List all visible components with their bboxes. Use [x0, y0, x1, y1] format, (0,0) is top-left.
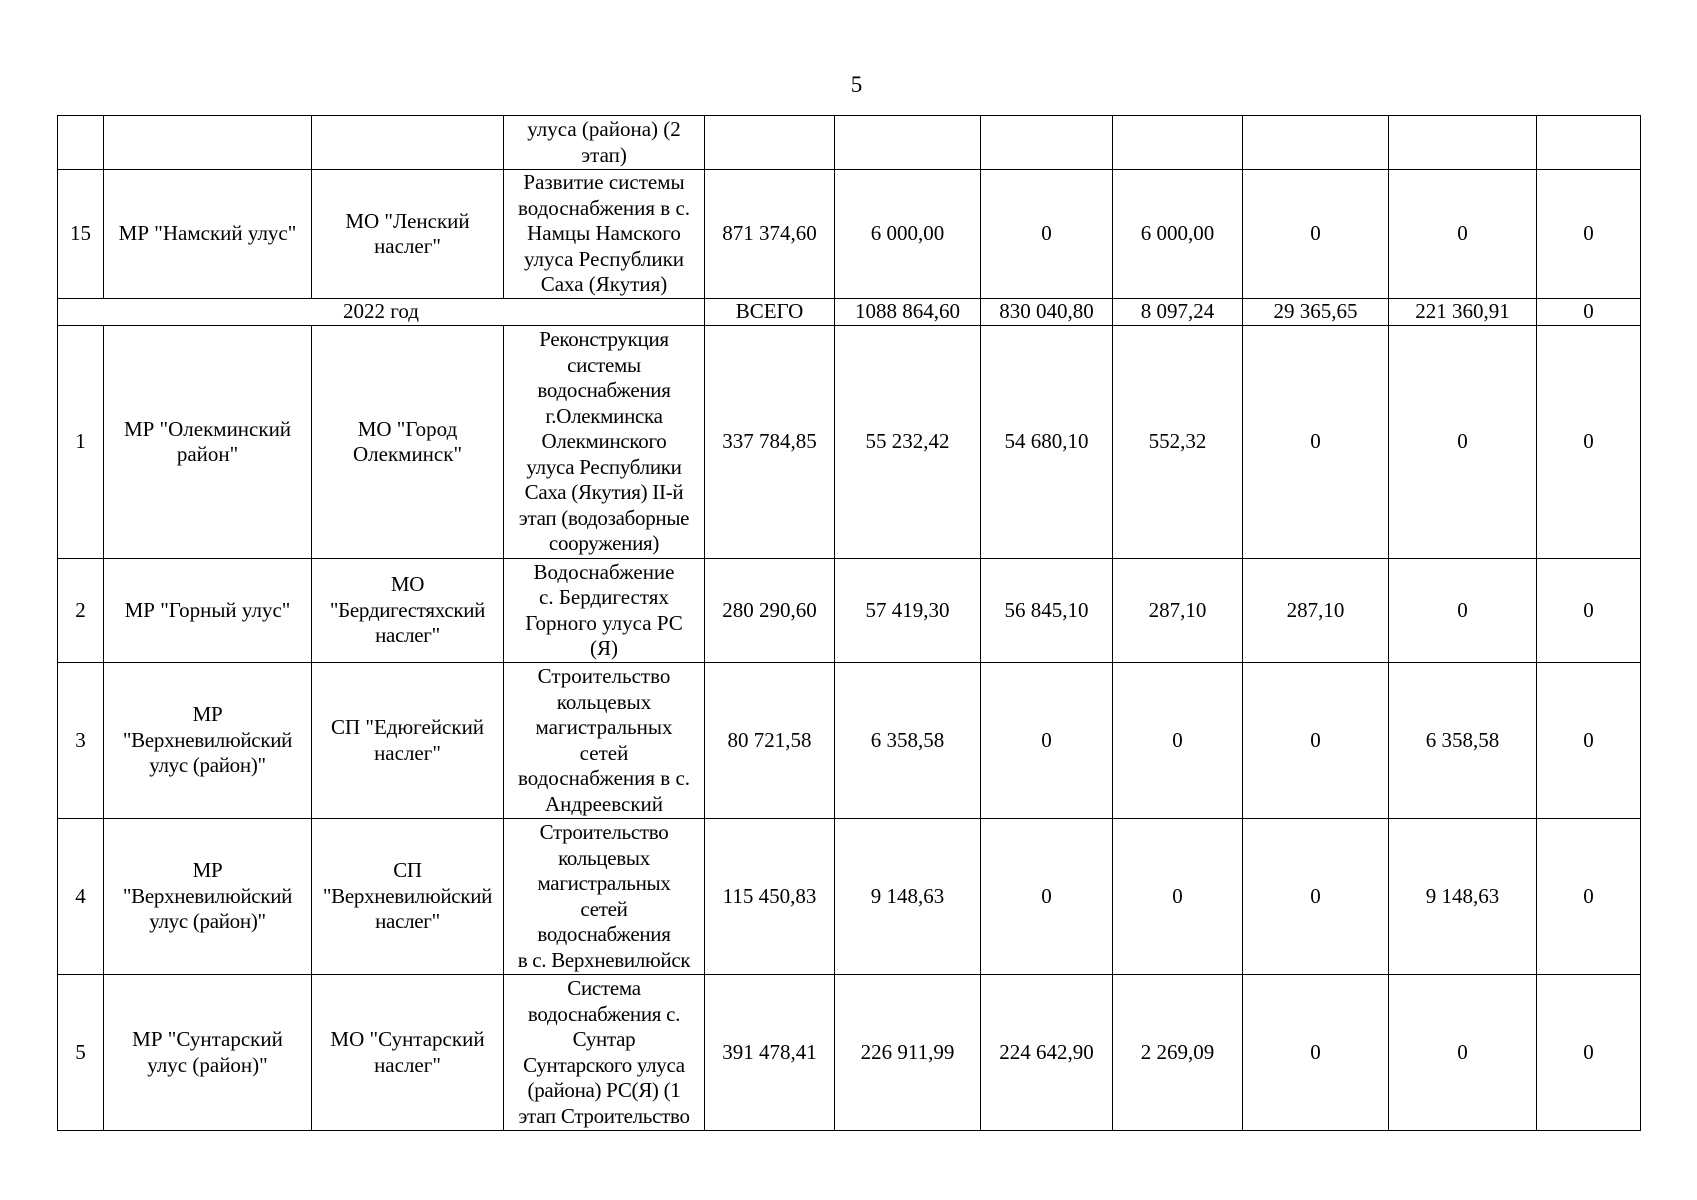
cell-district: [104, 116, 312, 170]
cell-municipality: МО "Бердигестяхский наслег": [312, 559, 504, 663]
cell-value: 0: [1243, 975, 1389, 1131]
cell-total-cost: 280 290,60: [705, 559, 835, 663]
cell-municipality: СП "Верхневилюйский наслег": [312, 819, 504, 975]
cell-value: 57 419,30: [835, 559, 981, 663]
cell-value: 0: [1243, 326, 1389, 559]
cell-number: 4: [58, 819, 104, 975]
cell-total-cost: [705, 116, 835, 170]
cell-project: Развитие системы водоснабжения в с. Намцы Намского улуса Республики Саха (Якутия): [504, 170, 705, 299]
cell-value: [835, 116, 981, 170]
cell-value: 0: [1537, 326, 1641, 559]
cell-value: 830 040,80: [981, 299, 1113, 326]
cell-district: МР "Верхневилюйский улус (район)": [104, 819, 312, 975]
cell-district: МР "Олекминский район": [104, 326, 312, 559]
table-row: [58, 116, 1641, 170]
table-row: [58, 975, 1641, 1131]
financing-table: [57, 115, 1641, 1131]
table-row: [58, 326, 1641, 559]
cell-value: [1389, 116, 1537, 170]
cell-value: [1243, 116, 1389, 170]
cell-total-cost: 115 450,83: [705, 819, 835, 975]
cell-total-cost: 80 721,58: [705, 663, 835, 819]
cell-value: 0: [1243, 170, 1389, 299]
cell-project: Строительство кольцевых магистральных сетей водоснабжения в с. Андреевский: [504, 663, 705, 819]
cell-number: 5: [58, 975, 104, 1131]
cell-value: 0: [1389, 326, 1537, 559]
cell-value: 224 642,90: [981, 975, 1113, 1131]
cell-value: 55 232,42: [835, 326, 981, 559]
cell-total-cost: 391 478,41: [705, 975, 835, 1131]
cell-value: [1537, 116, 1641, 170]
cell-municipality: [312, 116, 504, 170]
cell-total-cost: 871 374,60: [705, 170, 835, 299]
cell-value: [981, 116, 1113, 170]
cell-value: 0: [1243, 663, 1389, 819]
cell-municipality: МО "Ленский наслег": [312, 170, 504, 299]
cell-value: 221 360,91: [1389, 299, 1537, 326]
cell-district: МР "Сунтарский улус (район)": [104, 975, 312, 1131]
cell-district: МР "Горный улус": [104, 559, 312, 663]
cell-project: Реконструкция системы водоснабжения г.Олекминска Олекминского улуса Республики Саха (Якутия) II-й этап (водозаборные сооружения): [504, 326, 705, 559]
cell-value: 6 000,00: [835, 170, 981, 299]
cell-value: 0: [1537, 299, 1641, 326]
cell-value: [1113, 116, 1243, 170]
year-label: 2022 год: [58, 299, 705, 326]
year-total-row: [58, 299, 1641, 326]
cell-number: 3: [58, 663, 104, 819]
cell-value: 0: [1389, 975, 1537, 1131]
cell-value: 0: [981, 663, 1113, 819]
cell-number: [58, 116, 104, 170]
cell-total-cost: 337 784,85: [705, 326, 835, 559]
table-row: [58, 559, 1641, 663]
cell-value: 54 680,10: [981, 326, 1113, 559]
table-row: [58, 819, 1641, 975]
cell-project: улуса (района) (2 этап): [504, 116, 705, 170]
cell-value: 6 358,58: [1389, 663, 1537, 819]
cell-value: 6 358,58: [835, 663, 981, 819]
cell-project: Строительство кольцевых магистральных сетей водоснабжения в с. Верхневилюйск: [504, 819, 705, 975]
cell-value: 6 000,00: [1113, 170, 1243, 299]
cell-value: 0: [1389, 559, 1537, 663]
cell-value: 2 269,09: [1113, 975, 1243, 1131]
cell-value: 0: [1537, 975, 1641, 1131]
page-number: 5: [850, 72, 863, 97]
cell-value: 287,10: [1113, 559, 1243, 663]
cell-value: 0: [1389, 170, 1537, 299]
cell-value: 0: [1113, 663, 1243, 819]
table-row: [58, 663, 1641, 819]
cell-project: Водоснабжение с. Бердигестях Горного улуса РС (Я): [504, 559, 705, 663]
cell-value: 552,32: [1113, 326, 1243, 559]
cell-value: 287,10: [1243, 559, 1389, 663]
cell-value: 29 365,65: [1243, 299, 1389, 326]
cell-value: 0: [1537, 170, 1641, 299]
cell-value: 0: [981, 170, 1113, 299]
cell-value: 0: [1537, 663, 1641, 819]
cell-value: 56 845,10: [981, 559, 1113, 663]
cell-value: 9 148,63: [835, 819, 981, 975]
cell-total-label: ВСЕГО: [705, 299, 835, 326]
cell-municipality: МО "Город Олекминск": [312, 326, 504, 559]
cell-value: 0: [981, 819, 1113, 975]
cell-value: 0: [1537, 559, 1641, 663]
cell-number: 15: [58, 170, 104, 299]
cell-value: 226 911,99: [835, 975, 981, 1131]
cell-municipality: СП "Едюгейский наслег": [312, 663, 504, 819]
cell-value: 0: [1113, 819, 1243, 975]
cell-number: 1: [58, 326, 104, 559]
cell-value: 8 097,24: [1113, 299, 1243, 326]
cell-district: МР "Верхневилюйский улус (район)": [104, 663, 312, 819]
table-row: [58, 170, 1641, 299]
cell-value: 1088 864,60: [835, 299, 981, 326]
cell-value: 0: [1537, 819, 1641, 975]
cell-project: Система водоснабжения с. Сунтар Сунтарского улуса (района) РС(Я) (1 этап Строительство: [504, 975, 705, 1131]
cell-value: 0: [1243, 819, 1389, 975]
cell-value: 9 148,63: [1389, 819, 1537, 975]
cell-number: 2: [58, 559, 104, 663]
cell-district: МР "Намский улус": [104, 170, 312, 299]
cell-municipality: МО "Сунтарский наслег": [312, 975, 504, 1131]
